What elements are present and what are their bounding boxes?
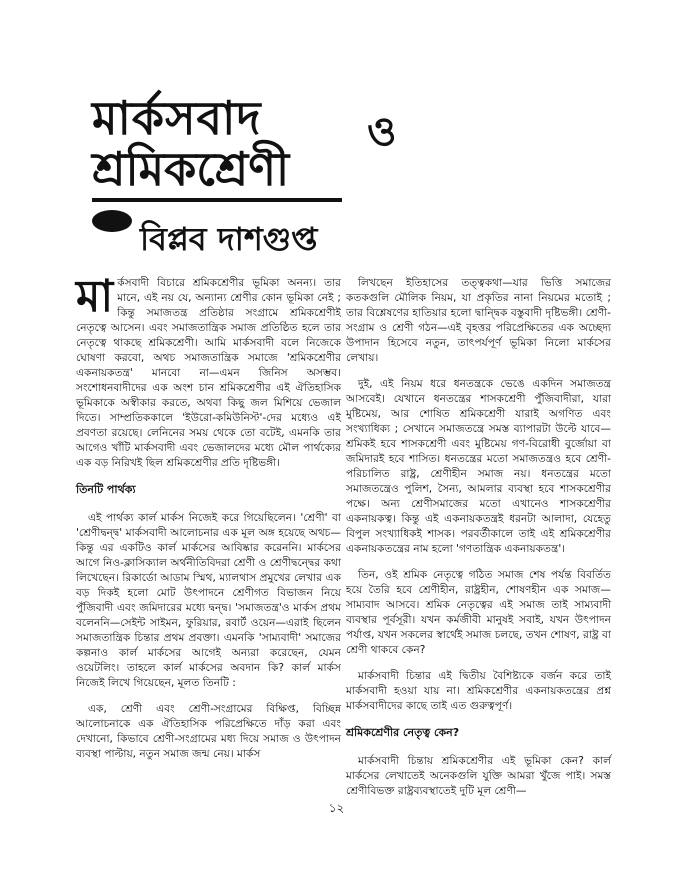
page-number: ১২ [328, 801, 345, 815]
body-paragraph: তিন, ওই শ্রমিক নেতৃত্বে গঠিত সমাজ শেষ পর্যন্ত বিবর্তিত হয়ে তৈরি হবে শ্রেণীহীন, রাষ্ট্রহীন, শোষণহীন এক সমাজ—সাম্যবাদ আসবে। শ্রমিক নেতৃত্বের এই সমাজ তাই সাম্যবাদী ব্যবস্থার পূর্বসূরী। যখন কর্মজীবী মানুষই সবাই, যখন উৎপাদন পর্যাপ্ত, যখন সকলের স্বার্থেই সমাজ চলছে, তখন শোষণ, রাষ্ট্র বা শ্রেণী থাকবে কেন? [346, 569, 611, 656]
author-name: বিপ্লব দাশগুপ্ত [140, 220, 318, 258]
section-heading-why-workers-lead: শ্রমিকশ্রেণীর নেতৃত্ব কেন? [346, 726, 460, 739]
intro-paragraph-text: র্কসবাদী বিচারে শ্রমিকশ্রেণীর ভূমিকা অনন্য। তার মানে, এই নয় যে, অন্যান্য শ্রেণীর কোন ভূমিকা নেই ; কিন্তু সমাজতন্ত্র প্রতিষ্ঠার সংগ্রামে শ্রমিকশ্রেণীই নেতৃত্বে আসেন। এবং সমাজতান্ত্রিক সমাজ প্রতিষ্ঠিত হলে তার নেতৃত্বে থাকছে শ্রমিকশ্রেণী। আমি মার্কসবাদী বলে নিজেকে ঘোষণা করবো, অথচ সমাজতান্ত্রিক সমাজে 'শ্রমিকশ্রেণীর একনায়কতন্ত্র' মানবো না—এমন জিনিস অসম্ভব। সংশোধনবাদীদের এক অংশ চান শ্রমিকশ্রেণীর এই ঐতিহাসিক ভূমিকাকে অস্বীকার করতে, অথবা কিছু জল মিশিয়ে ভেজাল দিতে। সাম্প্রতিককালে 'ইউরো-কমিউনিস্ট'-দের মধ্যেও এই প্রবণতা রয়েছে। লেনিনের সময় থেকে তো বটেই, এমনকি তার আগেও খাঁটি মার্কসবাদী এবং ভেজালদের মধ্যে মৌল পার্থক্যের এক বড় নিরিখই ছিল শ্রমিকশ্রেণীর প্রতি দৃষ্টিভঙ্গী। [76, 277, 341, 469]
section-heading-three-differences: তিনটি পার্থক্য [76, 483, 136, 496]
intro-paragraph [76, 271, 341, 471]
body-paragraph: মার্কসবাদী চিন্তার এই দ্বিতীয় বৈশিষ্ট্যকে বর্জন করে তাই মার্কসবাদী হওয়া যায় না। শ্রমিকশ্রেণীর একনায়কতন্ত্রের প্রশ্ন মার্কসবাদীদের কাছে তাই এত গুরুত্বপূর্ণ। [346, 670, 611, 712]
article-title-line1: মার্কসবাদ [92, 91, 262, 145]
drop-cap: মা [76, 271, 114, 322]
body-paragraph: এই পার্থক্য কার্ল মার্কস নিজেই করে গিয়েছিলেন। 'শ্রেণী' বা 'শ্রেণীদ্বন্দ্ব' মার্কসবাদী আলোচনার এক মূল অঙ্গ হয়েছে অথচ—কিন্তু এর একটিও কার্ল মার্কসের আবিষ্কার করেননি। মার্কসের আগে নিও-ক্লাসিক্যাল অর্থনীতিবিদরা শ্রেণী ও শ্রেণীদ্বন্দ্বের কথা লিখেছেন। রিকার্ডো আডাম স্মিথ, ম্যালথাস প্রমুখের লেখার এক বড় দিকই হলো মোট উৎপাদনে শ্রেণীগত বিভাজন নিয়ে পুঁজিবাদী এবং জমিদারের মধ্যে দ্বন্দ্ব। 'সমাজতন্ত্র'ও মার্কস প্রথম বলেননি—সেইন্ট সাইমন, ফুরিয়ার, রবার্ট ওয়েন—এরাই ছিলেন সমাজতান্ত্রিক চিন্তার প্রথম প্রবক্তা। এমনকি 'সাম্যবাদী' সমাজের কল্পনাও কার্ল মার্কসের আগেই অন্যরা করেছেন, যেমন ওয়েটলিং। তাহলে কার্ল মার্কসের অবদান কি? কার্ল মার্কস নিজেই লিখে গিয়েছেন, মূলত তিনটি : [76, 512, 341, 689]
title-underline [92, 198, 342, 202]
body-paragraph: দুই, এই নিয়ম ধরে ধনতন্ত্রকে ভেঙে একদিন সমাজতন্ত্র আসবেই। যেখানে ধনতন্ত্রের শাসকশ্রেণী পুঁজিবাদীরা, যারা মুষ্টিমেয়, আর শোষিত শ্রমিকশ্রেণী যারাই অগণিত এবং সংখ্যাধিক্য ; সেখানে সমাজতন্ত্রে সমস্ত ব্যাপারটা উল্টে যাবে—শ্রমিকই হবে শাসকশ্রেণী এবং মুষ্টিমেয় গণ-বিরোধী বুর্জোয়া বা জমিদারই হবে শাসিত। ধনতন্ত্রের মতো সমাজতন্ত্রও হবে শ্রেণী-পরিচালিত রাষ্ট্র, শ্রেণীহীন সমাজ নয়। ধনতন্ত্রের মতো সমাজতন্ত্রেও পুলিশ, সৈন্য, আমলার ব্যবস্থা হবে শাসকশ্রেণীর পক্ষে। অন্য শ্রেণীসমাজের মতো এখানেও শাসকশ্রেণীর একনায়কত্ব। কিন্তু এই একনায়কতন্ত্রই ধরনটা আলাদা, যেহেতু বিপুল সংখ্যাধিকই শাসক। পরবর্তীকালে তাই এই শ্রমিকশ্রেণীর একনায়কতন্ত্রের নাম হলো 'গণতান্ত্রিক একনায়কতন্ত্র'। [346, 378, 611, 555]
body-paragraph: মার্কসবাদী চিন্তায় শ্রমিকশ্রেণীর এই ভূমিকা কেন? কার্ল মার্কসের লেখাতেই অনেকগুলি যুক্তি আমরা খুঁজে পাই। সমস্ত শ্রেণীবিভক্ত রাষ্ট্রব্যবস্থাতেই দুটি মূল শ্রেণী— [346, 755, 611, 797]
left-column [76, 271, 341, 773]
right-column [346, 276, 611, 810]
article-title-conjunction: ও [367, 109, 397, 155]
author-ornament-icon [92, 210, 132, 232]
article-title-line2: শ্রমিকশ্রেণী [92, 142, 290, 196]
body-paragraph: লিখছেন ইতিহাসের তত্ত্বকথা—যার ভিত্তি সমাজের কতকগুলি মৌলিক নিয়ম, যা প্রকৃতির নানা নিয়মের মতোই ; তার বিশ্লেষণের হাতিয়ার হলো দ্বান্দ্বিক বস্তুবাদী দৃষ্টিভঙ্গী। শ্রেণী-সংগ্রাম ও শ্রেণী গঠন—এই বৃহত্তর পরিপ্রেক্ষিতের এক অচ্ছেদ্য উপাদান হিসেবে নতুন, তাৎপর্যপূর্ণ ভূমিকা নিলো মার্কসের লেখায়। [346, 277, 611, 364]
body-paragraph: এক, শ্রেণী এবং শ্রেণী-সংগ্রামের বিক্ষিপ্ত, বিচ্ছিন্ন আলোচনাকে এক ঐতিহাসিক পরিপ্রেক্ষিতে দাঁড় করা এবং দেখানো, কিভাবে শ্রেণী-সংগ্রামের মধ্য দিয়ে সমাজ ও উৎপাদন ব্যবস্থা পাল্টায়, নতুন সমাজ জন্ম নেয়। মার্কস [76, 703, 341, 760]
article-title-block [92, 92, 432, 267]
